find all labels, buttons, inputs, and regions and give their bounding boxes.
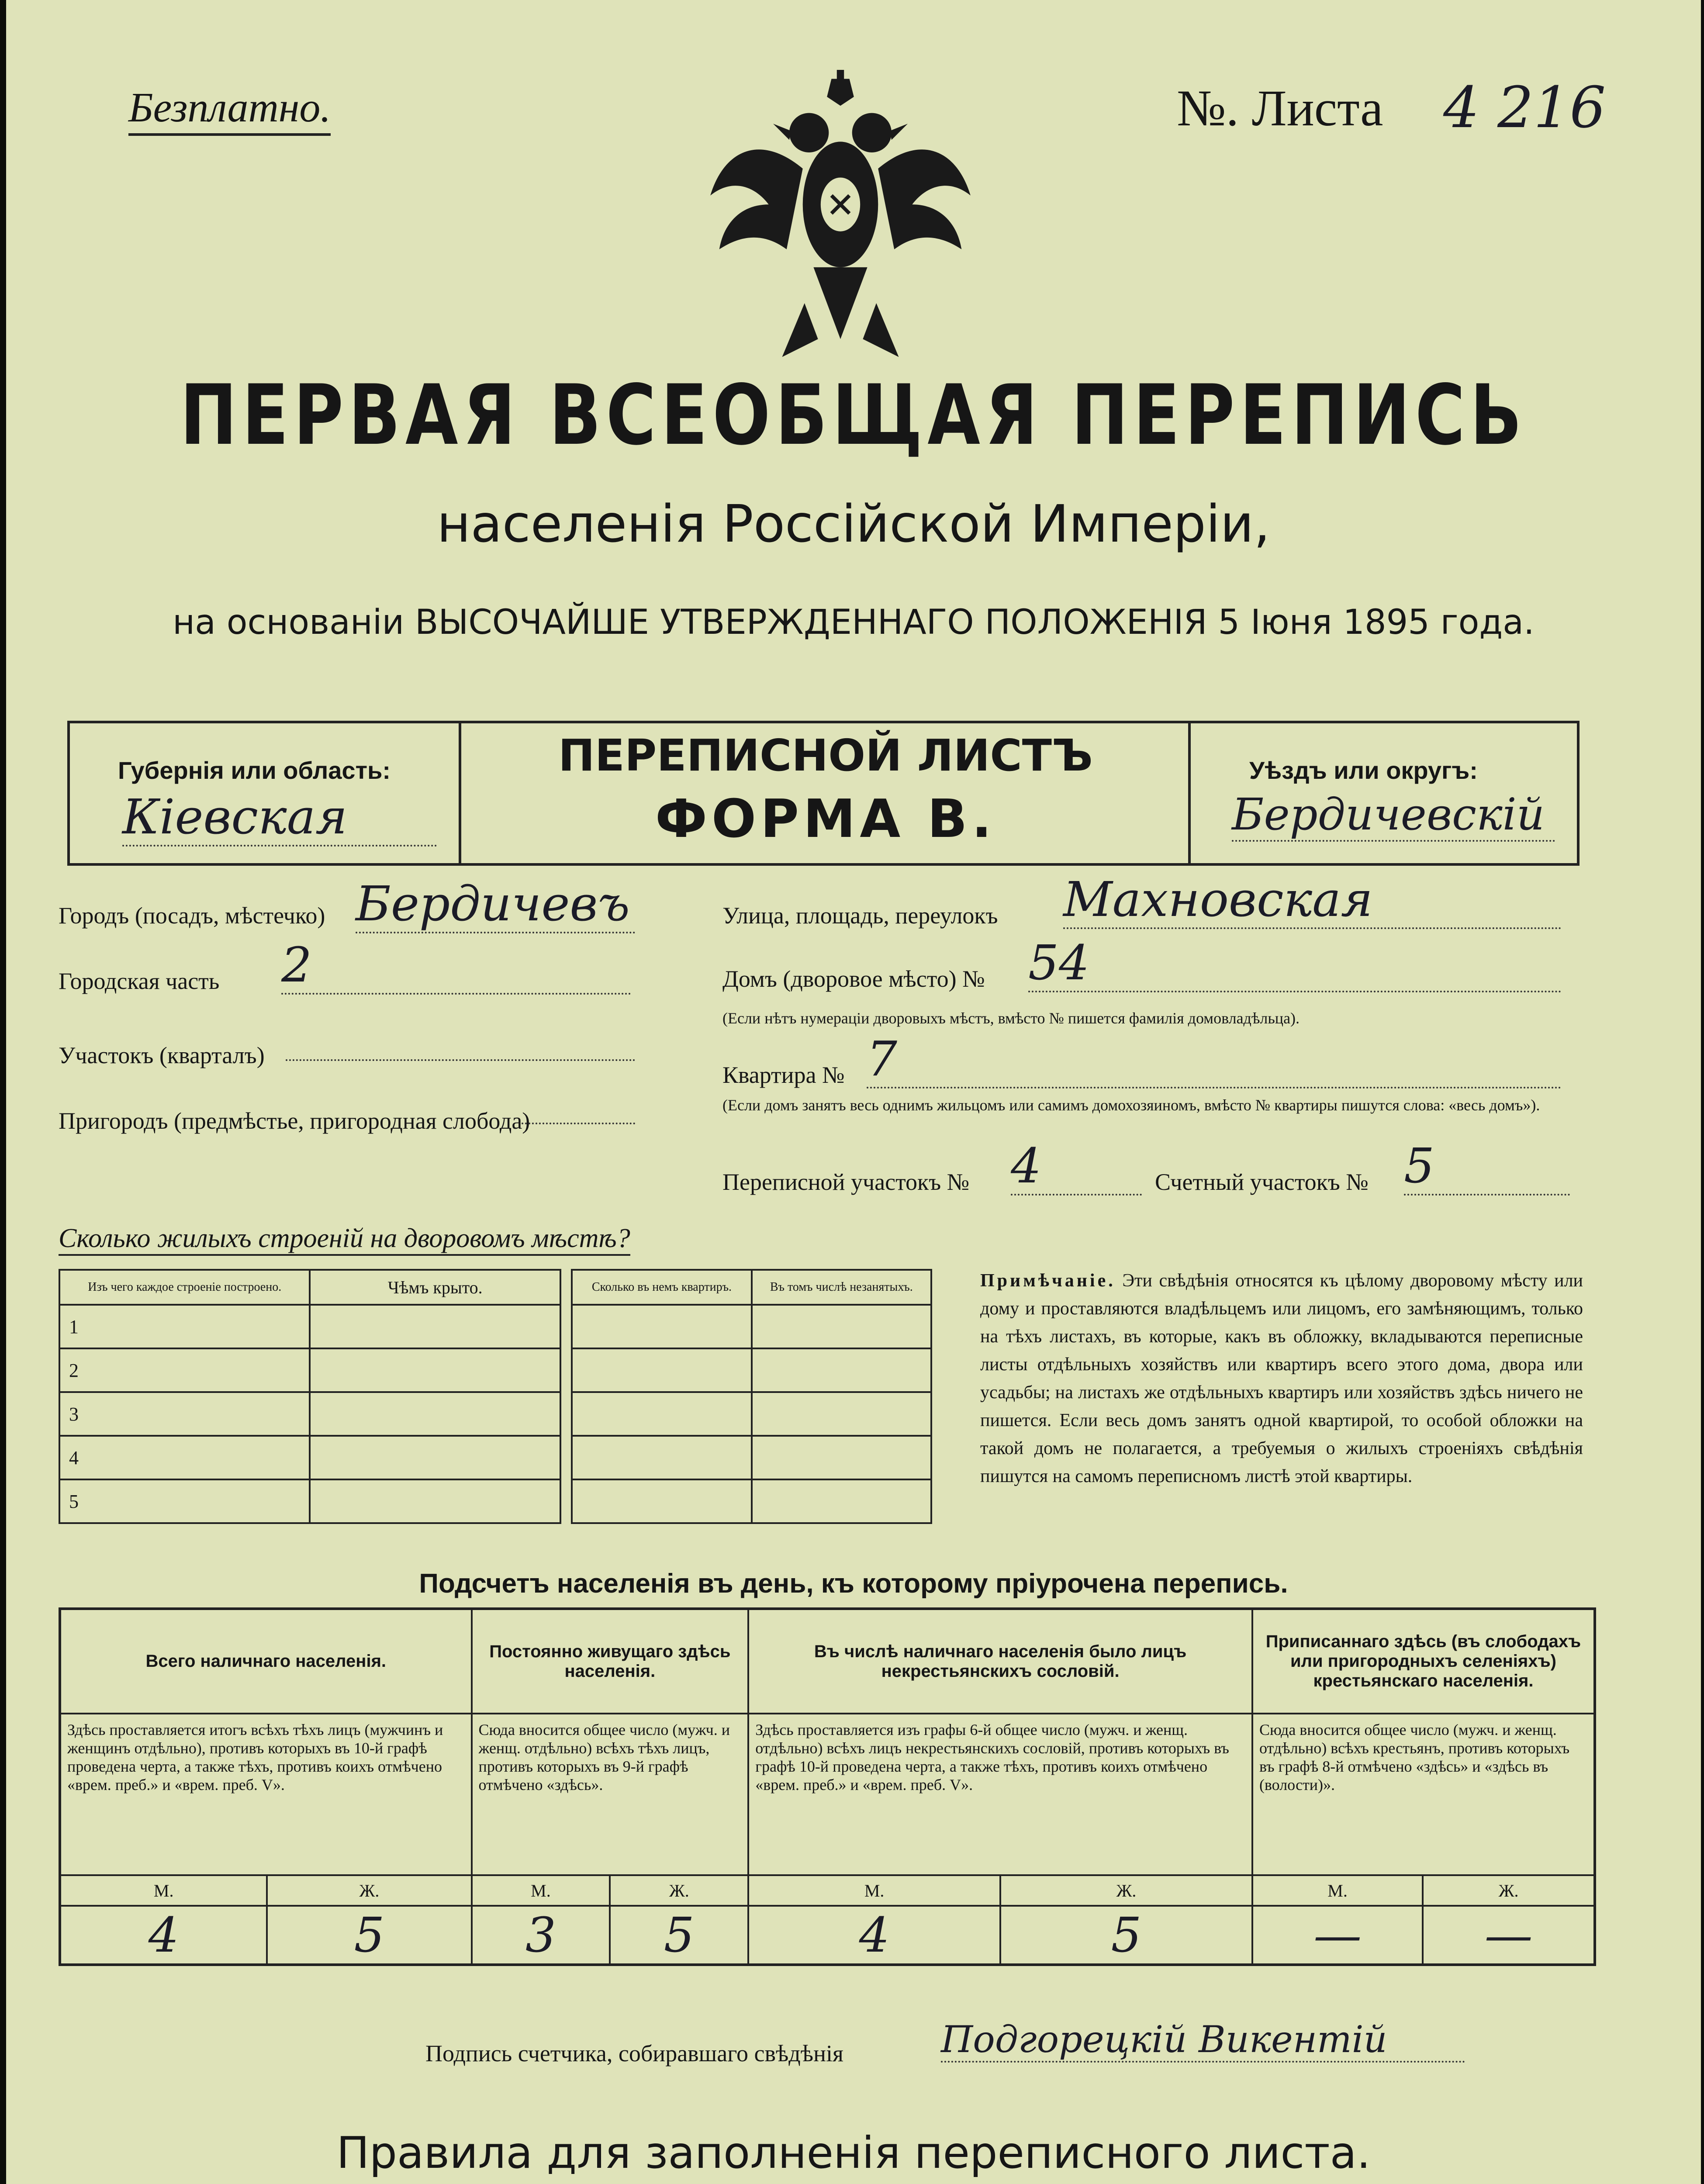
census-sheet-page [6,0,1701,2184]
buildings-note-text: Эти свѣдѣнія относятся къ цѣлому дворовому мѣсту или дому и проставляются владѣльцемъ или лицомъ, его замѣняющимъ, только на тѣхъ листахъ, въ которые, какъ въ обложку, вкладываются переписные листы отдѣльныхъ хозяйствъ или квартиръ всего этого дома, двора или усадьбы; на листахъ же отдѣльныхъ квартиръ или хозяйствъ здѣсь ничего не пишется. Если весь домъ занятъ одной квартирой, то особой обложки на такой домъ не полагается, а требуемыя о жилыхъ строеніяхъ свѣдѣнія пишутся на самомъ переписномъ листѣ этой квартиры. [980,1271,1583,1486]
resident-female-value: 5 [610,1906,748,1965]
free-of-charge-label: Безплатно. [128,83,331,136]
counting-district-value: 5 [1404,1138,1570,1196]
buildings-col-apartments: Сколько въ немъ квартиръ. [572,1270,751,1305]
city-label: Городъ (посадъ, мѣстечко) [59,902,325,929]
peasant-male-value: — [1252,1906,1423,1965]
city-value: Бердичевъ [356,876,635,933]
resident-male-value: 3 [472,1906,610,1965]
city-part-label: Городская часть [59,968,220,994]
district-value: Бердичевскій [1232,789,1555,842]
male-label: М. [472,1875,610,1906]
buildings-row-number: 1 [59,1305,310,1348]
house-note: (Если нѣтъ нумераціи дворовыхъ мѣстъ, вмѣсто № пишется фамилія домовладѣльца). [722,1009,1300,1027]
city-part-value: 2 [281,937,631,995]
buildings-col-material: Изъ чего каждое строеніе построено. [59,1270,310,1305]
suburb-label: Пригородъ (предмѣстье, пригородная слобода) [59,1108,530,1134]
female-label: Ж. [1423,1875,1595,1906]
buildings-row-number: 3 [59,1392,310,1436]
present-male-value: 4 [60,1906,267,1965]
form-title: ПЕРЕПИСНОЙ ЛИСТЪ [558,730,1093,781]
buildings-note [980,1267,1583,1490]
suburb-field [522,1118,635,1124]
sheet-number-value: 4 216 [1443,74,1606,141]
buildings-col-roof: Чѣмъ крыто. [310,1270,560,1305]
pop-col-present-head: Всего наличнаго населенія. [60,1609,472,1714]
female-label: Ж. [267,1875,471,1906]
buildings-question: Сколько жилыхъ строеній на дворовомъ мѣстѣ? [59,1223,630,1256]
buildings-row-number: 4 [59,1436,310,1479]
buildings-row-number: 5 [59,1479,310,1523]
census-subtitle: населенія Россійской Имперіи, [437,494,1270,554]
precinct-field [286,1055,635,1061]
nonpeasant-female-value: 5 [1000,1906,1252,1965]
apartment-value: 7 [867,1031,1561,1089]
female-label: Ж. [1000,1875,1252,1906]
present-female-value: 5 [267,1906,471,1965]
buildings-note-title: Примѣчаніе. [980,1271,1116,1291]
pop-col-resident-desc: Сюда вносится общее число (мужч. и женщ. отдѣльно) всѣхъ тѣхъ лицъ, противъ которыхъ въ 9-й графѣ отмѣчено «здѣсь». [472,1714,749,1875]
rules-title: Правила для заполненія переписного листа. [336,2127,1371,2178]
nonpeasant-male-value: 4 [748,1906,1000,1965]
female-label: Ж. [610,1875,748,1906]
buildings-table [59,1269,932,1524]
precinct-label: Участокъ (кварталъ) [59,1042,265,1068]
census-basis-line: на основаніи ВЫСОЧАЙШЕ УТВЕРЖДЕННАГО ПОЛОЖЕНІЯ 5 Іюня 1895 года. [173,603,1535,642]
pop-col-peasant-head: Приписаннаго здѣсь (въ слободахъ или пригородныхъ селеніяхъ) крестьянскаго населенія. [1252,1609,1595,1714]
male-label: М. [748,1875,1000,1906]
province-label: Губернія или область: [118,757,391,784]
street-value: Махновская [1063,871,1561,929]
pop-col-present-desc: Здѣсь проставляется итогъ всѣхъ тѣхъ лицъ (мужчинъ и женщинъ отдѣльно), противъ которыхъ въ 10-й графѣ проведена черта, а также тѣхъ, противъ коихъ отмѣчено «врем. преб.» и «врем. преб. V». [60,1714,472,1875]
signature-label: Подпись счетчика, собиравшаго свѣдѣнія [425,2040,843,2067]
pop-col-nonpeasant-head: Въ числѣ наличнаго населенія было лицъ некрестьянскихъ сословій. [748,1609,1252,1714]
pop-col-resident-head: Постоянно живущаго здѣсь населенія. [472,1609,749,1714]
house-label: Домъ (дворовое мѣсто) № [722,966,985,992]
apartment-label: Квартира № [722,1062,845,1088]
buildings-row-number: 2 [59,1348,310,1392]
signature-value: Подгорецкій Викентій [941,2018,1465,2063]
census-district-value: 4 [1011,1138,1142,1196]
apartment-note: (Если домъ занятъ весь однимъ жильцомъ или самимъ домохозяиномъ, вмѣсто № квартиры пишутся слова: «весь домъ»). [722,1096,1540,1114]
population-table [59,1607,1596,1966]
province-value: Кіевская [122,789,437,847]
district-label: Уѣздъ или округъ: [1249,757,1478,784]
census-main-title: ПЕРВАЯ ВСЕОБЩАЯ ПЕРЕПИСЬ [180,367,1527,463]
form-header-box [67,721,1580,866]
population-title: Подсчетъ населенія въ день, къ которому пріурочена перепись. [419,1569,1288,1599]
form-letter: ФОРМА В. [655,789,996,850]
house-value: 54 [1028,935,1561,992]
pop-col-nonpeasant-desc: Здѣсь проставляется изъ графы 6-й общее число (мужч. и женщ. отдѣльно) всѣхъ лицъ некрестьянскихъ сословій, противъ которыхъ въ графѣ 10-й проведена черта, а также тѣхъ, противъ коихъ отмѣчено «врем. преб.» и «врем. преб. V». [748,1714,1252,1875]
pop-col-peasant-desc: Сюда вносится общее число (мужч. и женщ. отдѣльно) всѣхъ крестьянъ, противъ которыхъ въ графѣ 8-й отмѣчено «здѣсь» и «здѣсь въ (волости)». [1252,1714,1595,1875]
buildings-col-vacant: Въ томъ числѣ незанятыхъ. [752,1270,931,1305]
census-district-label: Переписной участокъ № [722,1169,970,1195]
street-label: Улица, площадь, переулокъ [722,902,998,929]
male-label: М. [60,1875,267,1906]
counting-district-label: Счетный участокъ № [1155,1169,1369,1195]
double-headed-eagle-emblem-icon [705,70,976,402]
sheet-number-label: №. Листа [1177,79,1383,137]
male-label: М. [1252,1875,1423,1906]
peasant-female-value: — [1423,1906,1595,1965]
